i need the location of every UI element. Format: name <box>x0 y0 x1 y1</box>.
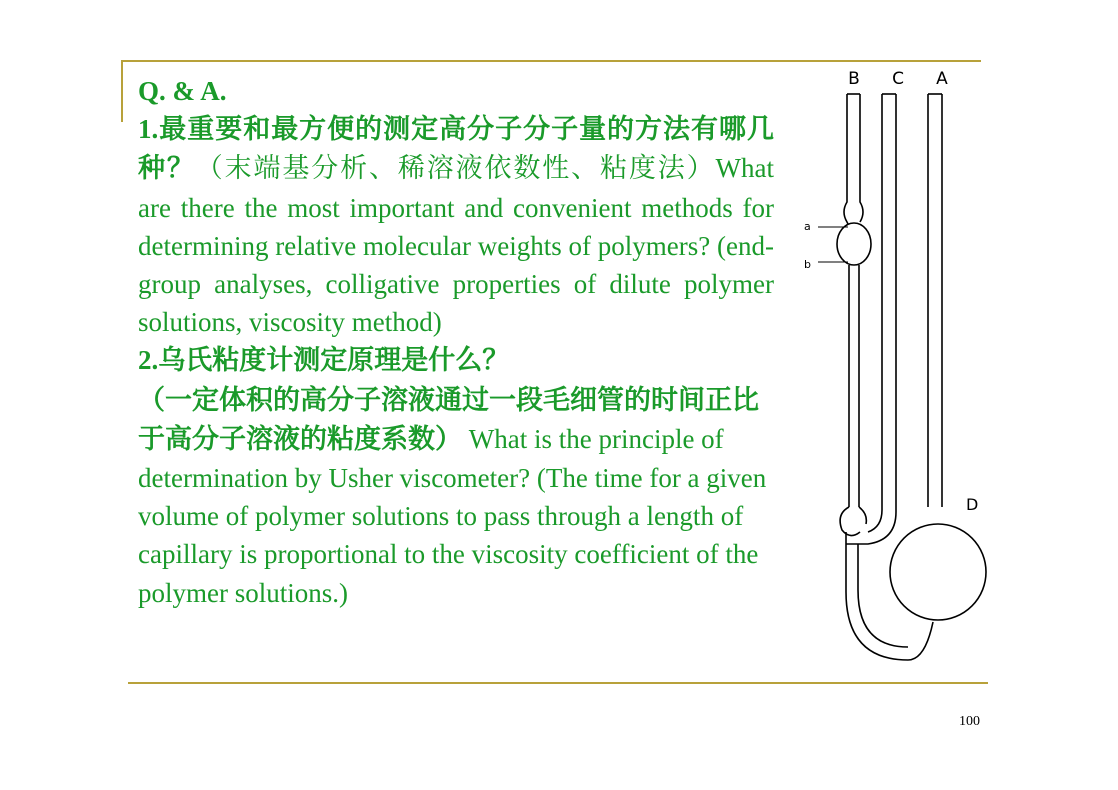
q2-answer-cn: （一定体积的高分子溶液通过一段毛细管的时间正比于高分子溶液的粘度系数） <box>138 384 759 455</box>
label-mark-a: a <box>804 220 811 233</box>
slide-content <box>138 72 774 612</box>
slide-heading: Q. & A. <box>138 76 227 106</box>
label-b-tube: B <box>848 69 860 89</box>
q2-question-cn: 乌氏粘度计测定原理是什么？ <box>158 345 510 377</box>
q2-number: 2. <box>138 345 159 376</box>
q1-question-cn: 最重要和最方便的测定高分子分子量的方法有哪几种？ <box>138 114 774 185</box>
bottom-rule <box>128 682 988 684</box>
q2-text-en: What is the principle of determination by Usher viscometer? (The time for a given volume of polymer solutions to pass through a length of capillary is proportional to the viscosity coefficient of the polymer solutions.) <box>138 423 767 608</box>
q1-answer-cn: （末端基分析、稀溶液依数性、粘度法） <box>195 153 716 185</box>
label-mark-b: b <box>804 258 811 271</box>
label-a-tube: A <box>936 69 948 89</box>
question-2 <box>138 341 774 611</box>
ubbelohde-viscometer-diagram <box>790 62 1000 672</box>
left-rule <box>121 60 123 122</box>
label-bulb-d: D <box>966 495 979 514</box>
q1-text-en: What are there the most important and convenient methods for determining relative molecular weights of polymers? (end-group analyses, colligative properties of dilute polymer solutions, viscosity method) <box>138 153 775 338</box>
page-number: 100 <box>959 714 980 729</box>
label-c-tube: C <box>892 69 904 89</box>
q1-number: 1. <box>138 114 159 145</box>
question-1 <box>138 110 774 341</box>
